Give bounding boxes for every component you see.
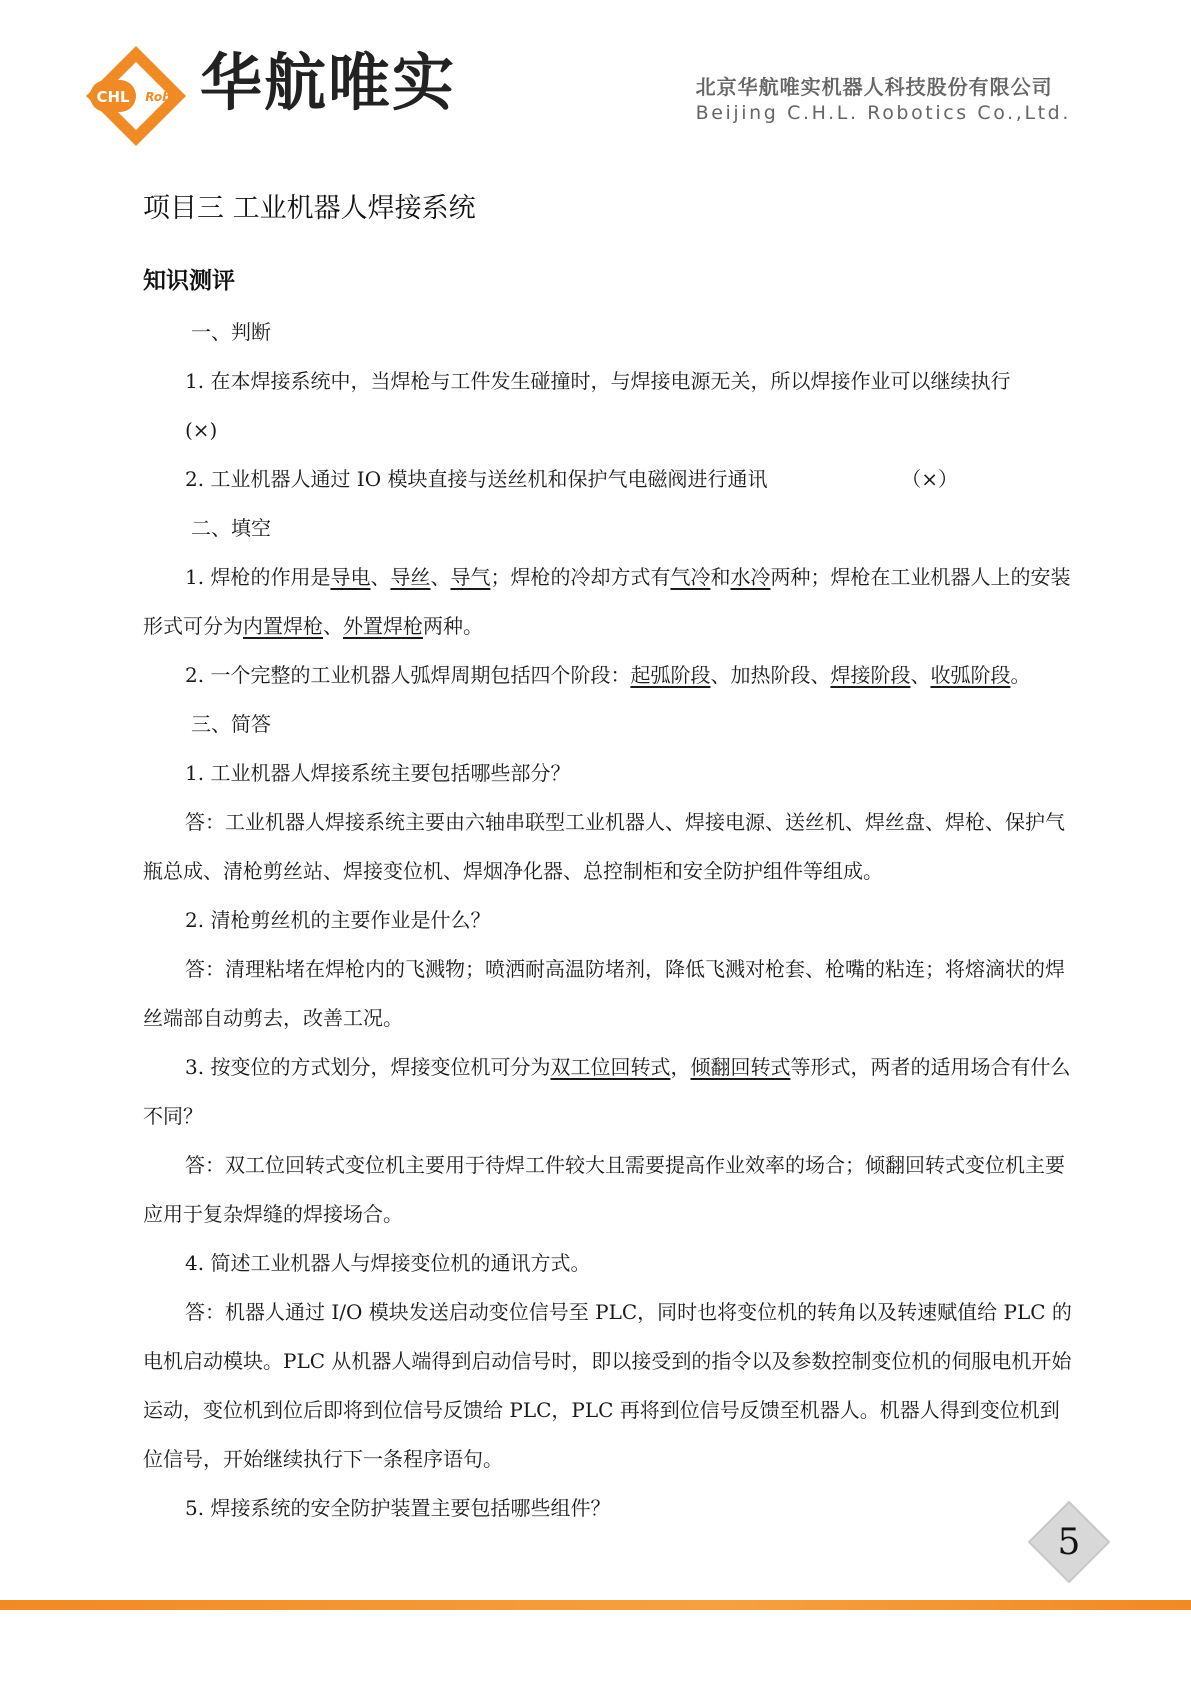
short-q5: 5. 焊接系统的安全防护装置主要包括哪些组件？ bbox=[185, 1496, 611, 1520]
company-name-cn: 北京华航唯实机器人科技股份有限公司 bbox=[695, 75, 1053, 99]
judgement-q2: 2. 工业机器人通过 IO 模块直接与送丝机和保护气电磁阀进行通讯 （×） bbox=[143, 455, 1078, 504]
footer-bar bbox=[0, 1600, 1191, 1610]
fill-q1: 1. 焊枪的作用是导电、导丝、导气；焊枪的冷却方式有气冷和水冷两种；焊枪在工业机器人上的安装形式可分为内置焊枪、外置焊枪两种。 bbox=[143, 565, 1071, 638]
short-a1: 答：工业机器人焊接系统主要由六轴串联型工业机器人、焊接电源、送丝机、焊丝盘、焊枪、保护气瓶总成、清枪剪丝站、焊接变位机、焊烟净化器、总控制柜和安全防护组件等组成。 bbox=[143, 810, 1065, 883]
section-heading-fill: 二、填空 bbox=[191, 516, 271, 540]
company-name-en: Beijing C.H.L. Robotics Co.,Ltd. bbox=[695, 102, 1071, 124]
page-number: 5 bbox=[1057, 1521, 1081, 1563]
logo-text-rob: Rob bbox=[145, 90, 171, 104]
short-q2: 2. 清枪剪丝机的主要作业是什么？ bbox=[185, 908, 491, 932]
page-title: 项目三 工业机器人焊接系统 bbox=[143, 193, 476, 224]
main-content bbox=[143, 308, 1078, 1533]
company-info bbox=[696, 74, 1071, 126]
section-subtitle: 知识测评 bbox=[143, 268, 235, 294]
short-q3: 3. 按变位的方式划分，焊接变位机可分为双工位回转式，倾翻回转式等形式，两者的适用场合有什么不同？ bbox=[143, 1055, 1071, 1128]
section-heading-short-answer: 三、简答 bbox=[191, 712, 271, 736]
section-heading-judgement: 一、判断 bbox=[191, 320, 271, 344]
short-a2: 答：清理粘堵在焊枪内的飞溅物；喷洒耐高温防堵剂，降低飞溅对枪套、枪嘴的粘连；将熔滴状的焊丝端部自动剪去，改善工况。 bbox=[143, 957, 1065, 1030]
short-a3: 答：双工位回转式变位机主要用于待焊工件较大且需要提高作业效率的场合；倾翻回转式变位机主要应用于复杂焊缝的焊接场合。 bbox=[143, 1153, 1065, 1226]
judgement-q1: 1. 在本焊接系统中，当焊枪与工件发生碰撞时，与焊接电源无关，所以焊接作业可以继续执行 bbox=[185, 369, 1011, 393]
short-q4: 4. 简述工业机器人与焊接变位机的通讯方式。 bbox=[185, 1251, 591, 1275]
judgement-q1-mark: (×) bbox=[185, 418, 218, 442]
short-q1: 1. 工业机器人焊接系统主要包括哪些部分？ bbox=[185, 761, 571, 785]
brand-name: 华航唯实 bbox=[200, 46, 457, 119]
logo-text-chl: CHL bbox=[96, 88, 130, 106]
short-a4: 答：机器人通过 I/O 模块发送启动变位信号至 PLC，同时也将变位机的转角以及转速赋值给 PLC 的电机启动模块。PLC 从机器人端得到启动信号时，即以接受到的指令以及参数控制变位机的伺服电机开始运动，变位机到位后即将到位信号反馈给 PLC，PLC 再将到位信号反馈至机器人。机器人得到变位机到位信号，开始继续执行下一条程序语句。 bbox=[143, 1300, 1072, 1471]
judgement-q2-mark: （×） bbox=[901, 467, 958, 491]
company-logo bbox=[84, 44, 188, 148]
fill-q2: 2. 一个完整的工业机器人弧焊周期包括四个阶段：起弧阶段、加热阶段、焊接阶段、收弧阶段。 bbox=[185, 663, 1031, 687]
